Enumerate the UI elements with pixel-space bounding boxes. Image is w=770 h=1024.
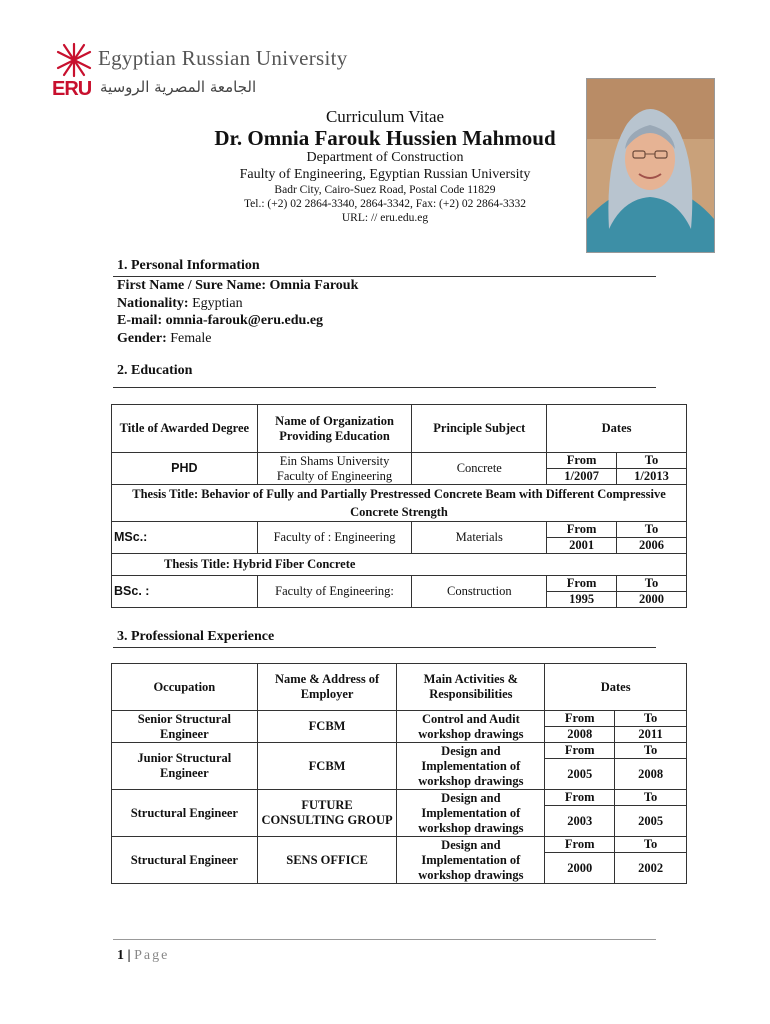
gender-row — [117, 330, 358, 348]
from-value: 2005 — [545, 759, 615, 790]
to-value: 2002 — [615, 853, 687, 884]
name-value: Omnia Farouk — [269, 278, 359, 293]
to-label: To — [617, 453, 687, 469]
email-value: omnia-farouk@eru.edu.eg — [165, 313, 324, 328]
to-value: 1/2013 — [617, 469, 687, 485]
table-row — [112, 485, 687, 522]
from-label: From — [545, 743, 615, 759]
logo-abbreviation: ERU — [52, 78, 92, 100]
logo-name-arabic: الجامعة المصرية الروسية — [100, 78, 257, 96]
occupation: Structural Engineer — [112, 790, 258, 837]
logo-name-english: Egyptian Russian University — [98, 46, 348, 70]
to-label: To — [615, 837, 687, 853]
gender-label: Gender: — [117, 330, 167, 346]
email-row — [117, 312, 358, 330]
activities: Design and Implementation of workshop drawings — [397, 743, 545, 790]
table-header-row — [112, 405, 687, 453]
experience-table — [111, 663, 687, 884]
from-label: From — [545, 790, 615, 806]
header-employer: Name & Address of Employer — [257, 664, 397, 711]
employer: SENS OFFICE — [257, 837, 397, 884]
from-value: 2000 — [545, 853, 615, 884]
thesis-title-msc: Thesis Title: Hybrid Fiber Concrete — [112, 554, 687, 576]
faculty: Faulty of Engineering, Egyptian Russian University — [239, 167, 531, 182]
occupation: Junior Structural Engineer — [112, 743, 258, 790]
to-label: To — [615, 711, 687, 727]
header-subject: Principle Subject — [412, 405, 547, 453]
org-phd-line2: Faculty of Engineering — [276, 468, 393, 483]
from-value: 1995 — [547, 592, 617, 608]
section-title-education: 2. Education — [117, 363, 193, 378]
from-label: From — [545, 711, 615, 727]
activities: Design and Implementation of workshop drawings — [397, 837, 545, 884]
to-label: To — [615, 743, 687, 759]
footer-divider — [113, 939, 656, 940]
subject-msc: Materials — [412, 522, 547, 554]
to-value: 2005 — [615, 806, 687, 837]
table-row — [112, 837, 687, 853]
email-label: E-mail: — [117, 313, 163, 328]
thesis-title-phd: Thesis Title: Behavior of Fully and Partially Prestressed Concrete Beam with Different Compressive Concrete Strength — [112, 485, 687, 522]
website-url: URL: // eru.edu.eg — [341, 212, 429, 224]
section-divider — [113, 387, 656, 388]
from-label: From — [547, 453, 617, 469]
org-msc: Faculty of : Engineering — [257, 522, 412, 554]
org-bsc: Faculty of Engineering: — [257, 576, 412, 608]
to-value: 2000 — [617, 592, 687, 608]
from-label: From — [547, 522, 617, 538]
to-label: To — [617, 522, 687, 538]
address: Badr City, Cairo-Suez Road, Postal Code 11829 — [274, 184, 496, 196]
from-label: From — [547, 576, 617, 592]
employer: FCBM — [257, 743, 397, 790]
from-value: 2008 — [545, 727, 615, 743]
section-title-personal: 1. Personal Information — [117, 258, 260, 273]
gender-value: Female — [170, 330, 212, 346]
to-label: To — [615, 790, 687, 806]
employer: FCBM — [257, 711, 397, 743]
table-row — [112, 790, 687, 806]
nationality-row — [117, 295, 358, 313]
name-label: First Name / Sure Name: — [117, 278, 267, 293]
to-value: 2011 — [615, 727, 687, 743]
table-row — [112, 576, 687, 592]
from-value: 2003 — [545, 806, 615, 837]
table-row — [112, 743, 687, 759]
personal-information — [117, 277, 358, 347]
department: Department of Construction — [306, 150, 464, 165]
star-emblem-icon — [54, 42, 94, 78]
subject-bsc: Construction — [412, 576, 547, 608]
occupation: Structural Engineer — [112, 837, 258, 884]
from-label: From — [545, 837, 615, 853]
header-occupation: Occupation — [112, 664, 258, 711]
header-activities: Main Activities & Responsibilities — [397, 664, 545, 711]
nationality-value: Egyptian — [192, 295, 243, 311]
degree-phd: PHD — [112, 453, 258, 485]
subject-phd: Concrete — [412, 453, 547, 485]
table-row — [112, 711, 687, 727]
degree-msc: MSc.: — [112, 522, 258, 554]
activities: Design and Implementation of workshop drawings — [397, 790, 545, 837]
activities: Control and Audit workshop drawings — [397, 711, 545, 743]
page-number: 1 — [117, 948, 124, 963]
table-row — [112, 522, 687, 538]
nationality-label: Nationality: — [117, 295, 189, 311]
page-footer — [117, 948, 169, 964]
education-table — [111, 404, 687, 608]
section-title-experience: 3. Professional Experience — [117, 629, 275, 644]
occupation: Senior Structural Engineer — [112, 711, 258, 743]
header-organization: Name of Organization Providing Education — [257, 405, 412, 453]
table-row — [112, 554, 687, 576]
document-title: Curriculum Vitae — [325, 107, 445, 126]
university-logo — [48, 40, 348, 110]
footer-separator: | — [127, 948, 131, 963]
table-header-row — [112, 664, 687, 711]
name-row — [117, 277, 358, 295]
section-divider — [113, 647, 656, 648]
from-value: 2001 — [547, 538, 617, 554]
to-label: To — [617, 576, 687, 592]
employer: FUTURE CONSULTING GROUP — [257, 790, 397, 837]
from-value: 1/2007 — [547, 469, 617, 485]
table-row — [112, 453, 687, 469]
header-degree: Title of Awarded Degree — [112, 405, 258, 453]
header-dates: Dates — [545, 664, 687, 711]
page-word: Page — [134, 948, 170, 963]
org-phd — [257, 453, 412, 485]
org-phd-line1: Ein Shams University — [279, 453, 390, 468]
person-name: Dr. Omnia Farouk Hussien Mahmoud — [214, 126, 556, 150]
contact-numbers: Tel.: (+2) 02 2864-3340, 2864-3342, Fax: (+2) 02 2864-3332 — [243, 198, 527, 210]
to-value: 2008 — [615, 759, 687, 790]
to-value: 2006 — [617, 538, 687, 554]
degree-bsc: BSc. : — [112, 576, 258, 608]
header-dates: Dates — [547, 405, 687, 453]
